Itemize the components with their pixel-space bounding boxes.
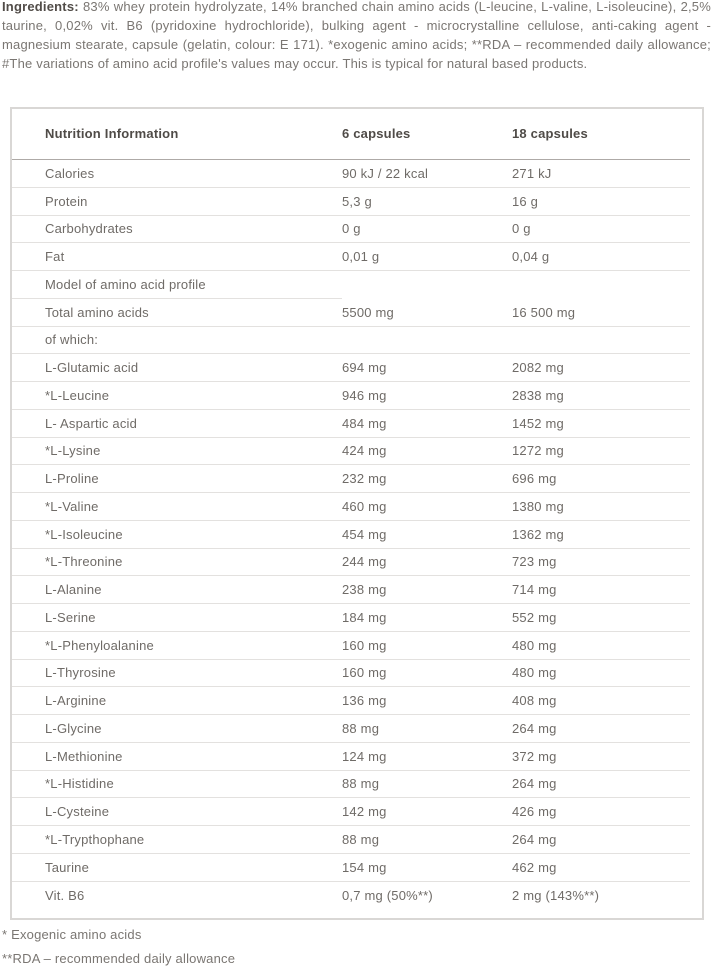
table-row (12, 632, 690, 660)
table-row (12, 299, 690, 327)
table-row (12, 743, 690, 771)
row-value-18-capsules: 372 mg (512, 748, 557, 764)
table-row (12, 271, 690, 299)
row-value-18-capsules: 1272 mg (512, 443, 564, 459)
ingredients-text: 83% whey protein hydrolyzate, 14% branched chain amino acids (L-leucine, L-valine, L-isoleucine), 2,5% taurine, 0,02% vit. B6 (pyridoxine hydrochloride), bulking agent - microcrystalline cellulose, anti-caking agent - magnesium stearate, capsule (gelatin, colour: E 171). *exogenic amino acids; **RDA – recommended daily allowance; #The variations of amino acid profile's values may occur. This is typical for natural based products. (2, 0, 711, 71)
row-value-18-capsules: 0 g (512, 221, 531, 237)
table-row (12, 687, 690, 715)
row-value-18-capsules: 271 kJ (512, 165, 552, 181)
row-value-6-capsules: 154 mg (342, 859, 387, 875)
row-value-18-capsules: 696 mg (512, 471, 557, 487)
row-label: Taurine (45, 859, 90, 875)
table-row (12, 826, 690, 854)
row-value-18-capsules: 0,04 g (512, 249, 550, 265)
row-label: Fat (45, 249, 65, 265)
row-label: *L-Lysine (45, 443, 101, 459)
table-row (12, 604, 690, 632)
row-label: L-Proline (45, 471, 99, 487)
table-row (12, 188, 690, 216)
row-value-6-capsules: 0,01 g (342, 249, 380, 265)
row-value-6-capsules: 0,7 mg (50%**) (342, 887, 433, 903)
column-header-6-capsules: 6 capsules (342, 126, 411, 141)
table-row (12, 576, 690, 604)
row-value-18-capsules: 1452 mg (512, 415, 564, 431)
table-row (12, 382, 690, 410)
row-value-6-capsules: 160 mg (342, 665, 387, 681)
row-value-18-capsules: 408 mg (512, 693, 557, 709)
row-label: Protein (45, 193, 88, 209)
row-label: L-Cysteine (45, 804, 110, 820)
table-row (12, 660, 690, 688)
row-value-18-capsules: 714 mg (512, 582, 557, 598)
row-value-6-capsules: 88 mg (342, 831, 380, 847)
ingredients-paragraph (2, 0, 711, 73)
row-value-6-capsules: 124 mg (342, 748, 387, 764)
table-row (12, 854, 690, 882)
row-value-6-capsules: 5,3 g (342, 193, 372, 209)
row-value-18-capsules: 2838 mg (512, 387, 564, 403)
row-value-6-capsules: 184 mg (342, 609, 387, 625)
row-value-6-capsules: 88 mg (342, 776, 380, 792)
row-value-18-capsules: 1362 mg (512, 526, 564, 542)
row-label: L- Aspartic acid (45, 415, 138, 431)
row-value-18-capsules: 2 mg (143%**) (512, 887, 600, 903)
row-value-6-capsules: 136 mg (342, 693, 387, 709)
row-value-18-capsules: 2082 mg (512, 360, 564, 376)
row-value-18-capsules: 264 mg (512, 776, 557, 792)
table-row (12, 798, 690, 826)
row-value-6-capsules: 142 mg (342, 804, 387, 820)
row-label: Vit. B6 (45, 887, 85, 903)
row-value-18-capsules: 264 mg (512, 831, 557, 847)
table-row (12, 243, 690, 271)
row-value-6-capsules: 454 mg (342, 526, 387, 542)
row-value-6-capsules: 244 mg (342, 554, 387, 570)
row-value-18-capsules: 16 500 mg (512, 304, 576, 320)
row-value-18-capsules: 1380 mg (512, 498, 564, 514)
row-value-6-capsules: 946 mg (342, 387, 387, 403)
row-label: of which: (45, 332, 99, 348)
row-value-6-capsules: 5500 mg (342, 304, 394, 320)
table-row (12, 410, 690, 438)
row-label: Calories (45, 165, 95, 181)
row-value-6-capsules: 484 mg (342, 415, 387, 431)
row-label: *L-Leucine (45, 387, 110, 403)
row-value-6-capsules: 90 kJ / 22 kcal (342, 165, 429, 181)
table-row (12, 465, 690, 493)
row-label: L-Thyrosine (45, 665, 116, 681)
row-value-6-capsules: 424 mg (342, 443, 387, 459)
row-label: L-Alanine (45, 582, 102, 598)
row-label: *L-Isoleucine (45, 526, 123, 542)
row-value-18-capsules: 552 mg (512, 609, 557, 625)
table-row (12, 493, 690, 521)
row-label: *L-Trypthophane (45, 831, 145, 847)
row-value-18-capsules: 426 mg (512, 804, 557, 820)
row-label: L-Arginine (45, 693, 107, 709)
row-value-6-capsules: 232 mg (342, 471, 387, 487)
table-row (12, 771, 690, 799)
row-value-18-capsules: 480 mg (512, 665, 557, 681)
row-value-18-capsules: 264 mg (512, 720, 557, 736)
row-value-18-capsules: 462 mg (512, 859, 557, 875)
row-label: Model of amino acid profile (45, 277, 206, 293)
table-row (12, 438, 690, 466)
footnote-rda: **RDA – recommended daily allowance (2, 951, 236, 967)
row-value-18-capsules: 723 mg (512, 554, 557, 570)
row-value-6-capsules: 160 mg (342, 637, 387, 653)
row-label: Carbohydrates (45, 221, 133, 237)
row-value-6-capsules: 694 mg (342, 360, 387, 376)
table-row (12, 327, 690, 355)
row-label: L-Glutamic acid (45, 360, 139, 376)
table-row (12, 882, 690, 910)
ingredients-label: Ingredients: (2, 0, 79, 14)
table-header-row (12, 109, 690, 160)
row-label: *L-Histidine (45, 776, 114, 792)
nutrition-table (10, 107, 704, 920)
row-label: L-Serine (45, 609, 96, 625)
row-value-6-capsules: 88 mg (342, 720, 380, 736)
table-row (12, 216, 690, 244)
table-row (12, 354, 690, 382)
row-value-18-capsules: 16 g (512, 193, 539, 209)
row-label: *L-Threonine (45, 554, 123, 570)
row-label: L-Methionine (45, 748, 123, 764)
footnote-exogenic-amino-acids: * Exogenic amino acids (2, 927, 142, 943)
table-row (12, 715, 690, 743)
column-header-nutrition-information: Nutrition Information (45, 126, 179, 141)
row-label: Total amino acids (45, 304, 149, 320)
row-value-18-capsules: 480 mg (512, 637, 557, 653)
row-value-6-capsules: 0 g (342, 221, 361, 237)
table-row (12, 160, 690, 188)
row-label: L-Glycine (45, 720, 102, 736)
column-header-18-capsules: 18 capsules (512, 126, 588, 141)
table-body (12, 160, 702, 909)
table-row (12, 521, 690, 549)
row-label: *L-Phenyloalanine (45, 637, 154, 653)
table-row (12, 549, 690, 577)
row-label: *L-Valine (45, 498, 99, 514)
row-value-6-capsules: 460 mg (342, 498, 387, 514)
row-value-6-capsules: 238 mg (342, 582, 387, 598)
